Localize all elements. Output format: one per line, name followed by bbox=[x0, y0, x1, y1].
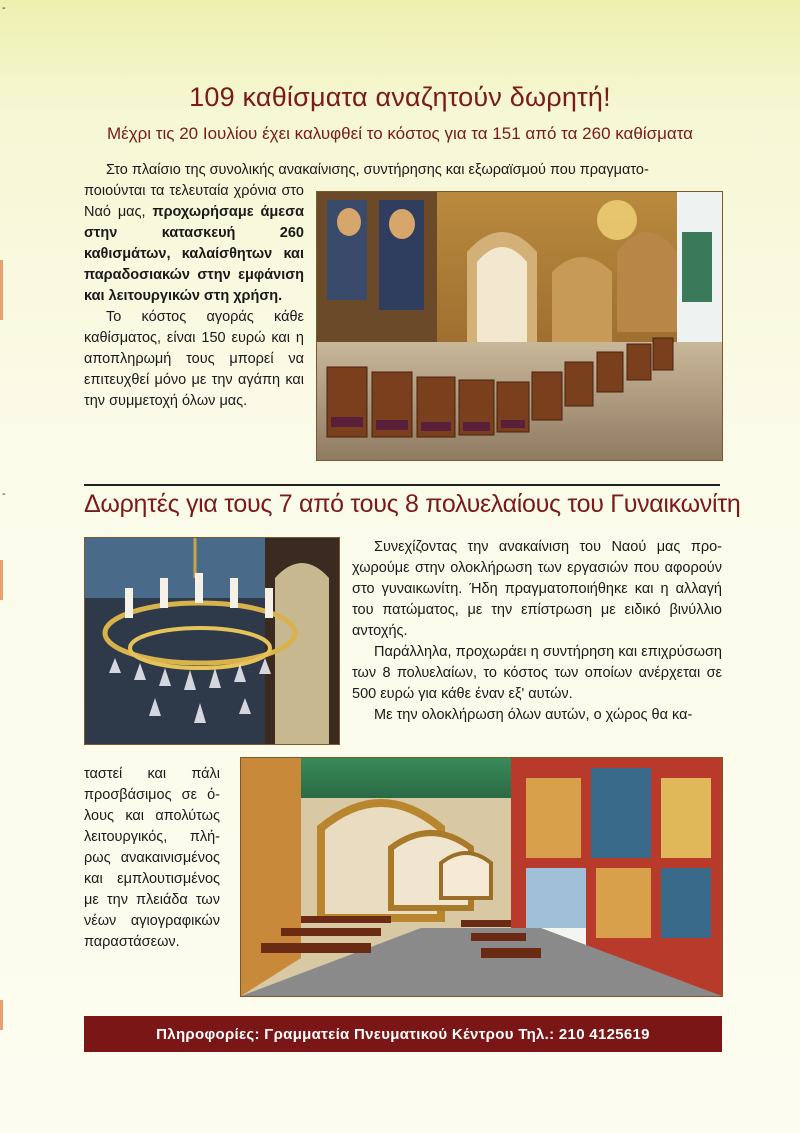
edge-mark-top: - bbox=[2, 2, 6, 14]
article1-subtitle: Μέχρι τις 20 Ιουλίου έχει καλυφθεί το κόστος για τα 151 από τα 260 καθίσματα bbox=[106, 124, 694, 143]
article2-text-bottom bbox=[84, 764, 220, 953]
article2-paragraph3-end: ταστεί και πάλι προσβάσιμος σε όλους και απολύτως λειτουργικός, πλήρως ανακαινισμένος και εμπλουτισμένος με την πλειάδα των νέων αγιογραφικών παραστάσεων. bbox=[84, 766, 220, 950]
article2-paragraph1: Συνεχίζοντας την ανακαίνιση του Ναού μας προχωρούμε στην ολοκλήρωση των εργασιών που αφορούν στο γυναικωνίτη. Ήδη πραγματοποιήθηκε και η αλλαγή του πατώματος, με την επίστρωση με ειδικό βινύλλιο αντοχής. bbox=[352, 539, 722, 639]
article1-title: 109 καθίσματα αναζητούν δωρητή! bbox=[189, 82, 611, 112]
article1-intro-line: Στο πλαίσιο της συνολικής ανακαίνισης, συντήρησης και εξωραϊσμού που πραγματο- bbox=[106, 162, 649, 178]
article1-body-plain: ποιούνται τα τελευταία χρόνια στο Ναό μας, bbox=[84, 183, 304, 220]
chandelier-photo bbox=[84, 537, 340, 745]
gallery-interior-photo bbox=[240, 757, 723, 997]
info-footer-banner bbox=[84, 1016, 722, 1052]
left-edge-accent-2 bbox=[0, 560, 3, 600]
chandelier-illustration bbox=[85, 538, 339, 744]
article2-heading: Δωρητές για τους 7 από τους 8 πολυελαίους του Γυναικωνίτη bbox=[84, 490, 741, 518]
article2-text-top bbox=[352, 537, 722, 726]
info-footer-text: Πληροφορίες: Γραμματεία Πνευματικού Κέντρου Τηλ.: 210 4125619 bbox=[156, 1025, 650, 1043]
article2-paragraph3-start: Με την ολοκλήρωση όλων αυτών, ο χώρος θα κα- bbox=[374, 707, 693, 723]
edge-mark-middle: - bbox=[2, 488, 6, 500]
article1-body-column bbox=[84, 181, 304, 412]
article1-body-paragraph2: Το κόστος αγοράς κάθε καθίσματος, είναι 150 ευρώ και η αποπληρωμή τους μπορεί να επιτευχθεί μόνο με την αγάπη και την συμμετοχή όλων μας. bbox=[84, 309, 304, 409]
left-edge-accent-3 bbox=[0, 1000, 3, 1030]
church-seats-illustration bbox=[317, 192, 722, 460]
left-edge-accent bbox=[0, 260, 3, 320]
article1-body-bold: προχωρήσαμε άμεσα στην κατασκευή 260 καθισμάτων, καλαίσθητων και παραδοσιακών στην εμφάνιση και λειτουργικών στη χρήση. bbox=[84, 204, 304, 304]
section-divider bbox=[84, 484, 720, 486]
article2-paragraph2: Παράλληλα, προχωράει η συντήρηση και επιχρύσωση των 8 πολυελαίων, το κόστος των οποίων ανέρχεται σε 500 ευρώ για κάθε έναν εξ' αυτών. bbox=[352, 644, 722, 702]
church-seats-photo bbox=[316, 191, 723, 461]
gallery-interior-illustration bbox=[241, 758, 722, 996]
